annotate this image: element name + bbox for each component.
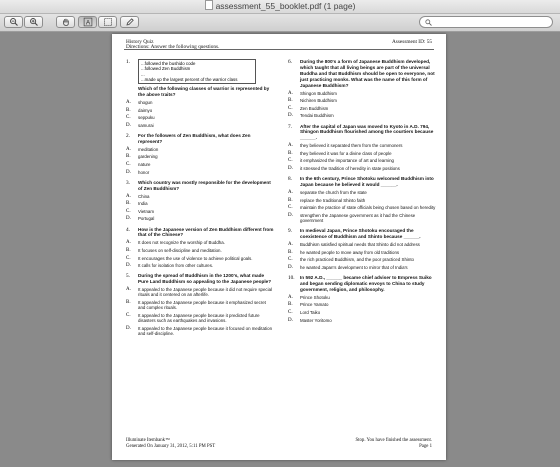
question-item — [288, 176, 436, 223]
option-letter: D. — [288, 264, 293, 270]
option-letter: C. — [126, 255, 131, 261]
answer-options — [288, 143, 436, 171]
option-text: It calls for isolation from other cultures. — [138, 263, 214, 269]
option-letter: A. — [126, 146, 131, 152]
document-icon — [205, 0, 213, 10]
answer-option[interactable] — [288, 158, 436, 163]
zoom-in-icon — [29, 18, 38, 27]
question-item — [126, 273, 274, 336]
option-letter: C. — [126, 115, 131, 121]
answer-options — [126, 147, 274, 175]
option-letter: B. — [126, 154, 131, 160]
option-letter: C. — [288, 257, 293, 263]
answer-option[interactable] — [126, 313, 274, 323]
text-select-icon — [83, 18, 92, 27]
option-text: nature — [138, 161, 151, 167]
answer-option[interactable] — [126, 209, 274, 214]
answer-option[interactable] — [288, 318, 436, 323]
answer-option[interactable] — [288, 98, 436, 103]
document-viewport[interactable] — [0, 32, 560, 467]
option-text: Tendai Buddhism — [300, 113, 334, 119]
question-number: 2. — [126, 132, 130, 139]
question-text: For the followers of Zen Buddhism, what does Zen represent? — [138, 132, 251, 144]
answer-option[interactable] — [126, 115, 274, 120]
answer-option[interactable] — [288, 295, 436, 300]
option-text: Zen Buddhism — [300, 105, 329, 111]
question-number: 3. — [126, 179, 130, 186]
question-item — [288, 124, 436, 172]
quiz-title: History Quiz — [126, 39, 154, 45]
answer-options — [126, 287, 274, 336]
option-text: It appealed to the Japanese people because it focused on meditation and self-discipline. — [138, 325, 273, 336]
answer-option[interactable] — [288, 265, 436, 270]
option-text: It encourages the use of violence to achieve political goals. — [138, 255, 253, 261]
question-text: In medieval Japan, Prince Shotoku encouraged the coexistence of Buddhism and Shinto because ______. — [300, 228, 421, 240]
option-letter: D. — [126, 169, 131, 175]
toolbar — [0, 14, 560, 32]
answer-options — [126, 100, 274, 128]
answer-option[interactable] — [288, 106, 436, 111]
question-number: 4. — [126, 226, 130, 233]
answer-option[interactable] — [288, 190, 436, 195]
option-text: meditation — [138, 146, 159, 152]
option-text: Lord Taiko — [300, 309, 321, 315]
zoom-out-icon — [9, 18, 18, 27]
rect-select-tool-button[interactable] — [98, 16, 117, 28]
option-text: seppuku — [138, 115, 155, 121]
option-text: the rich practiced Buddhism, and the poor practiced Shinto — [300, 257, 414, 263]
footer-publisher: Illuminate Itembank™ — [126, 438, 170, 443]
question-text: In the 6th century, Prince Shotoku welcomed Buddhism into Japan because he believed it would ______. — [300, 176, 434, 188]
answer-option[interactable] — [126, 300, 274, 310]
option-letter: A. — [126, 100, 131, 105]
answer-option[interactable] — [126, 162, 274, 167]
answer-option[interactable] — [288, 310, 436, 315]
answer-option[interactable] — [126, 147, 274, 152]
answer-option[interactable] — [288, 113, 436, 118]
question-item — [126, 133, 274, 175]
option-letter: B. — [126, 299, 131, 305]
option-letter: A. — [126, 193, 131, 199]
option-text: he wanted people to move away from old traditions — [300, 249, 400, 255]
question-item — [126, 59, 274, 128]
question-stimulus-box — [138, 59, 256, 84]
question-text: During the spread of Buddhism in the 1200's, what made Pure Land Buddhism so appealing to the Japanese people? — [138, 273, 272, 285]
option-letter: A. — [288, 242, 293, 248]
option-text: It does not recognize the worship of Buddha. — [138, 240, 225, 246]
option-text: It appealed to the Japanese people because it emphasized secret and complex rituals. — [138, 299, 266, 311]
footer-generated: Generated On January 31, 2012, 5:11 PM PST — [126, 443, 216, 449]
answer-option[interactable] — [126, 123, 274, 128]
answer-option[interactable] — [288, 151, 436, 156]
option-letter: A. — [126, 287, 131, 293]
search-input[interactable] — [435, 17, 545, 27]
answer-options — [288, 190, 436, 223]
option-letter: D. — [288, 212, 293, 218]
option-text: Buddhism satisfied spiritual needs that Shinto did not address — [300, 242, 420, 248]
question-item — [126, 180, 274, 222]
option-text: strengthen the Japanese government as it had the Chinese government — [300, 212, 416, 224]
option-text: he wanted Japan's development to mirror that of India's — [300, 264, 408, 270]
question-number: 1. — [126, 59, 130, 65]
option-letter: D. — [126, 325, 131, 331]
option-letter: D. — [126, 122, 131, 128]
option-text: Nichiren Buddhism — [300, 98, 337, 104]
answer-option[interactable] — [288, 205, 436, 210]
stimulus-line: ...followed Zen Buddhism — [141, 66, 191, 72]
option-text: shogun — [138, 100, 153, 105]
question-text: After the capital of Japan was moved to Kyoto in A.D. 794, Shingon Buddhism flourished among the courtiers because ______. — [300, 123, 434, 141]
option-text: India — [138, 201, 148, 207]
question-item — [288, 228, 436, 270]
question-text: Which of the following classes of warrior is represented by the above traits? — [138, 86, 270, 98]
question-text: In 592 A.D., ______ became chief adviser to Empress Suiko and began sending diplomatic envoys to China to study government, religion, and philosophy. — [300, 275, 432, 292]
pencil-icon — [125, 18, 134, 27]
option-letter: C. — [288, 309, 293, 315]
option-text: Master Yoritomo — [300, 317, 332, 323]
question-column-right — [288, 59, 436, 328]
option-letter: B. — [288, 150, 293, 156]
option-text: It appealed to the Japanese people because it did not require special rituals and it centered on an afterlife. — [138, 287, 273, 298]
answer-option[interactable] — [126, 287, 274, 297]
option-text: Prince Yamato — [300, 302, 329, 308]
question-text: How is the Japanese version of Zen Buddhism different from that of the Chinese? — [138, 226, 274, 238]
answer-options — [126, 240, 274, 268]
question-number: 5. — [126, 273, 130, 280]
answer-option[interactable] — [126, 216, 274, 221]
answer-option[interactable] — [126, 100, 274, 105]
option-letter: B. — [126, 107, 131, 113]
footer-left — [126, 438, 215, 450]
answer-option[interactable] — [288, 198, 436, 203]
question-number: 7. — [288, 123, 292, 130]
answer-option[interactable] — [126, 194, 274, 199]
answer-option[interactable] — [288, 166, 436, 171]
option-letter: D. — [126, 216, 131, 222]
option-text: samurai — [138, 122, 154, 128]
question-number: 9. — [288, 228, 292, 235]
option-text: maintain the practice of state officials being chosen based on heredity — [300, 205, 436, 211]
option-letter: A. — [288, 90, 293, 96]
option-text: Vietnam — [138, 208, 155, 214]
answer-option[interactable] — [288, 242, 436, 247]
option-text: It focuses on self-discipline and meditation. — [138, 247, 222, 253]
option-letter: C. — [288, 105, 293, 111]
answer-option[interactable] — [288, 143, 436, 148]
option-text: Portugal — [138, 216, 155, 222]
option-letter: A. — [288, 294, 293, 300]
option-letter: C. — [126, 208, 131, 214]
option-text: they believed it separated them from the commoners — [300, 143, 403, 149]
option-text: China — [138, 193, 150, 199]
answer-option[interactable] — [126, 256, 274, 261]
header-divider — [124, 49, 434, 50]
option-text: honor — [138, 169, 150, 175]
svg-text:A: A — [85, 19, 90, 27]
question-text: During the 800's a form of Japanese Buddhism developed, which taught that all living beings are part of the universal Buddha and that Buddhism should be open to everyone, not just practicing monks. What was the name of this form of Japanese Buddhism? — [300, 59, 435, 88]
annotate-button[interactable] — [120, 16, 139, 28]
question-item — [288, 59, 436, 119]
answer-options — [288, 91, 436, 119]
question-number: 8. — [288, 176, 292, 183]
search-field[interactable] — [419, 16, 553, 28]
hand-icon — [61, 18, 70, 27]
option-text: it stressed the tradition of heredity in state positions — [300, 166, 400, 172]
stimulus-line: ...followed the bushido code — [141, 61, 196, 66]
question-item — [126, 227, 274, 269]
option-letter: C. — [288, 158, 293, 164]
move-tool-button[interactable] — [56, 16, 75, 28]
question-number: 10. — [288, 275, 295, 282]
zoom-in-button[interactable] — [24, 16, 43, 28]
text-select-tool-button[interactable] — [78, 16, 97, 28]
question-number: 6. — [288, 59, 292, 65]
question-text: Which country was mostly responsible for the development of Zen Buddhism? — [138, 179, 271, 191]
answer-options — [126, 194, 274, 222]
footer-page-number: Page 1 — [419, 443, 432, 449]
window-title: assessment_55_booklet.pdf (1 page) — [0, 0, 560, 13]
question-item — [288, 275, 436, 323]
option-letter: B. — [288, 197, 293, 203]
answer-option[interactable] — [288, 250, 436, 255]
option-text: separate the church from the state — [300, 190, 367, 196]
question-column-left — [126, 59, 274, 341]
option-letter: D. — [288, 113, 293, 119]
quiz-directions: Directions: Answer the following questions. — [126, 44, 220, 50]
pdf-page — [112, 34, 446, 460]
rect-select-icon — [103, 18, 112, 27]
option-text: daimyo — [138, 107, 153, 113]
answer-option[interactable] — [126, 154, 274, 159]
option-letter: A. — [288, 143, 293, 149]
answer-option[interactable] — [288, 302, 436, 307]
footer-right — [356, 438, 432, 450]
answer-options — [288, 242, 436, 270]
option-text: replace the traditional Shinto faith — [300, 197, 366, 203]
answer-option[interactable] — [126, 240, 274, 245]
option-letter: B. — [288, 302, 293, 308]
assessment-id: Assessment ID: 55 — [391, 39, 432, 45]
option-letter: B. — [126, 247, 131, 253]
option-letter: A. — [126, 240, 131, 246]
answer-option[interactable] — [126, 201, 274, 206]
answer-option[interactable] — [126, 263, 274, 268]
answer-options — [288, 295, 436, 323]
option-letter: C. — [126, 312, 131, 318]
option-letter: D. — [126, 263, 131, 269]
option-letter: B. — [288, 249, 293, 255]
option-text: Shingon Buddhism — [300, 90, 337, 96]
answer-option[interactable] — [126, 248, 274, 253]
answer-option[interactable] — [288, 257, 436, 262]
stimulus-line: ...made up the largest percent of the warrior class — [141, 76, 238, 82]
answer-option[interactable] — [288, 213, 436, 223]
option-letter: D. — [288, 166, 293, 172]
window-titlebar — [0, 0, 560, 14]
answer-option[interactable] — [126, 108, 274, 113]
option-letter: B. — [288, 98, 293, 104]
answer-option[interactable] — [126, 326, 274, 336]
footer-stop-message: Stop. You have finished the assessment. — [355, 438, 432, 443]
answer-option[interactable] — [288, 91, 436, 96]
zoom-out-button[interactable] — [4, 16, 23, 28]
option-letter: C. — [288, 205, 293, 211]
option-letter: B. — [126, 201, 131, 207]
option-text: it emphasized the importance of art and learning — [300, 158, 394, 164]
option-text: gardening — [138, 154, 158, 160]
option-letter: D. — [288, 317, 293, 323]
option-letter: A. — [288, 190, 293, 196]
option-text: It appealed to the Japanese people because it predicted future disasters such as earthquakes and invasions. — [138, 312, 260, 323]
search-icon — [425, 19, 432, 26]
answer-option[interactable] — [126, 170, 274, 175]
option-text: they believed it was for a divine class of people — [300, 150, 392, 156]
stimulus-line: ... — [141, 71, 145, 77]
option-text: Prince Shotoku — [300, 294, 330, 300]
option-letter: C. — [126, 161, 131, 167]
